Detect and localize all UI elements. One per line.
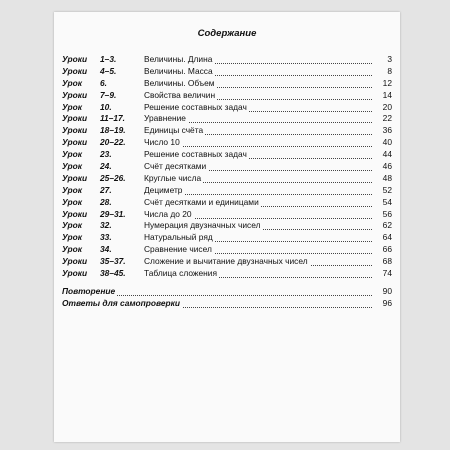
section-label: Ответы для самопроверки [62, 297, 180, 308]
lesson-number: 4–5. [100, 65, 117, 76]
lesson-number: 18–19. [100, 125, 126, 136]
page-number: 12 [382, 77, 392, 88]
page-number: 90 [382, 285, 392, 296]
lesson-topic: Счёт десятками [144, 161, 207, 172]
lesson-number: 28. [100, 196, 112, 207]
page-number: 54 [382, 196, 392, 207]
toc-entry[interactable] [62, 185, 392, 197]
lesson-number: 6. [100, 77, 107, 88]
lesson-number: 11–17. [100, 113, 125, 124]
lesson-keyword: Урок [62, 184, 82, 195]
page-number: 64 [382, 232, 392, 243]
lesson-number: 7–9. [100, 89, 117, 100]
lesson-keyword: Уроки [62, 256, 88, 267]
page-number: 96 [382, 297, 392, 308]
page-number: 8 [387, 65, 392, 76]
lesson-keyword: Урок [62, 149, 82, 160]
lesson-number: 10. [100, 101, 112, 112]
lesson-topic: Решение составных задач [144, 149, 247, 160]
page-number: 48 [382, 172, 392, 183]
toc-entry[interactable] [62, 90, 392, 102]
page-number: 40 [382, 137, 392, 148]
lesson-topic: Таблица сложения [144, 268, 217, 279]
page-number: 62 [382, 220, 392, 231]
lesson-number: 29–31. [100, 208, 126, 219]
toc-entry[interactable] [62, 209, 392, 221]
toc-entry[interactable] [62, 125, 392, 137]
extras-list [62, 286, 392, 310]
lesson-number: 23. [100, 149, 112, 160]
page-number: 36 [382, 125, 392, 136]
toc-entry[interactable] [62, 232, 392, 244]
toc-entry[interactable] [62, 149, 392, 161]
toc-entry[interactable] [62, 173, 392, 185]
lesson-topic: Счёт десятками и единицами [144, 196, 259, 207]
page-number: 56 [382, 208, 392, 219]
lesson-keyword: Урок [62, 232, 82, 243]
page-number: 46 [382, 161, 392, 172]
toc-entry[interactable] [62, 256, 392, 268]
toc-entry[interactable] [62, 286, 392, 298]
page-title: Содержание [197, 28, 257, 39]
lesson-number: 34. [100, 244, 112, 255]
lesson-topic: Решение составных задач [144, 101, 247, 112]
lesson-number: 32. [100, 220, 112, 231]
lesson-keyword: Уроки [62, 268, 88, 279]
lesson-number: 38–45. [100, 268, 126, 279]
page-number: 52 [382, 184, 392, 195]
lesson-number: 27. [100, 184, 112, 195]
lesson-number: 33. [100, 232, 112, 243]
toc-entry[interactable] [62, 102, 392, 114]
lesson-topic: Числа до 20 [144, 208, 192, 219]
page-number: 68 [382, 256, 392, 267]
page-number: 66 [382, 244, 392, 255]
lesson-keyword: Уроки [62, 172, 88, 183]
lesson-topic: Число 10 [144, 137, 180, 148]
toc-entry[interactable] [62, 268, 392, 280]
toc-entry[interactable] [62, 244, 392, 256]
page-number: 14 [382, 89, 392, 100]
lesson-keyword: Урок [62, 101, 82, 112]
lesson-number: 25–26. [100, 172, 126, 183]
lesson-topic: Свойства величин [144, 89, 216, 100]
toc-entry[interactable] [62, 66, 392, 78]
lesson-number: 1–3. [100, 54, 117, 64]
lesson-number: 20–22. [100, 137, 126, 148]
toc-entry[interactable] [62, 78, 392, 90]
page-number: 22 [382, 113, 392, 124]
toc-entry[interactable] [62, 54, 392, 66]
lesson-keyword: Уроки [62, 208, 88, 219]
lesson-keyword: Урок [62, 196, 82, 207]
toc-entry[interactable] [62, 113, 392, 125]
lesson-topic: Единицы счёта [144, 125, 204, 136]
lesson-list [62, 54, 392, 280]
page-number: 20 [382, 101, 392, 112]
lesson-keyword: Уроки [62, 54, 88, 64]
toc-entry[interactable] [62, 137, 392, 149]
lesson-keyword: Уроки [62, 137, 88, 148]
toc-entry[interactable] [62, 161, 392, 173]
lesson-keyword: Урок [62, 77, 82, 88]
lesson-topic: Натуральный ряд [144, 232, 213, 243]
lesson-keyword: Урок [62, 161, 82, 172]
toc-entry[interactable] [62, 298, 392, 310]
lesson-keyword: Урок [62, 244, 82, 255]
lesson-keyword: Уроки [62, 65, 88, 76]
page-number: 3 [387, 54, 392, 64]
lesson-topic: Величины. Длина [144, 54, 213, 64]
book-page [54, 12, 400, 442]
lesson-topic: Нумерация двузначных чисел [144, 220, 261, 231]
toc-entry[interactable] [62, 197, 392, 209]
lesson-topic: Круглые числа [144, 172, 202, 183]
lesson-keyword: Урок [62, 220, 82, 231]
section-label: Повторение [62, 285, 116, 296]
lesson-number: 24. [100, 161, 112, 172]
page-number: 44 [382, 149, 392, 160]
lesson-topic: Сложение и вычитание двузначных чисел [144, 256, 308, 267]
lesson-keyword: Уроки [62, 125, 88, 136]
lesson-topic: Величины. Масса [144, 65, 213, 76]
lesson-topic: Дециметр [144, 184, 183, 195]
lesson-number: 35–37. [100, 256, 126, 267]
page-number: 74 [382, 268, 392, 279]
lesson-topic: Уравнение [144, 113, 186, 124]
table-of-contents [62, 54, 392, 310]
lesson-topic: Сравнение чисел [144, 244, 212, 255]
lesson-keyword: Уроки [62, 113, 88, 124]
lesson-topic: Величины. Объем [144, 77, 215, 88]
lesson-keyword: Уроки [62, 89, 88, 100]
toc-entry[interactable] [62, 220, 392, 232]
